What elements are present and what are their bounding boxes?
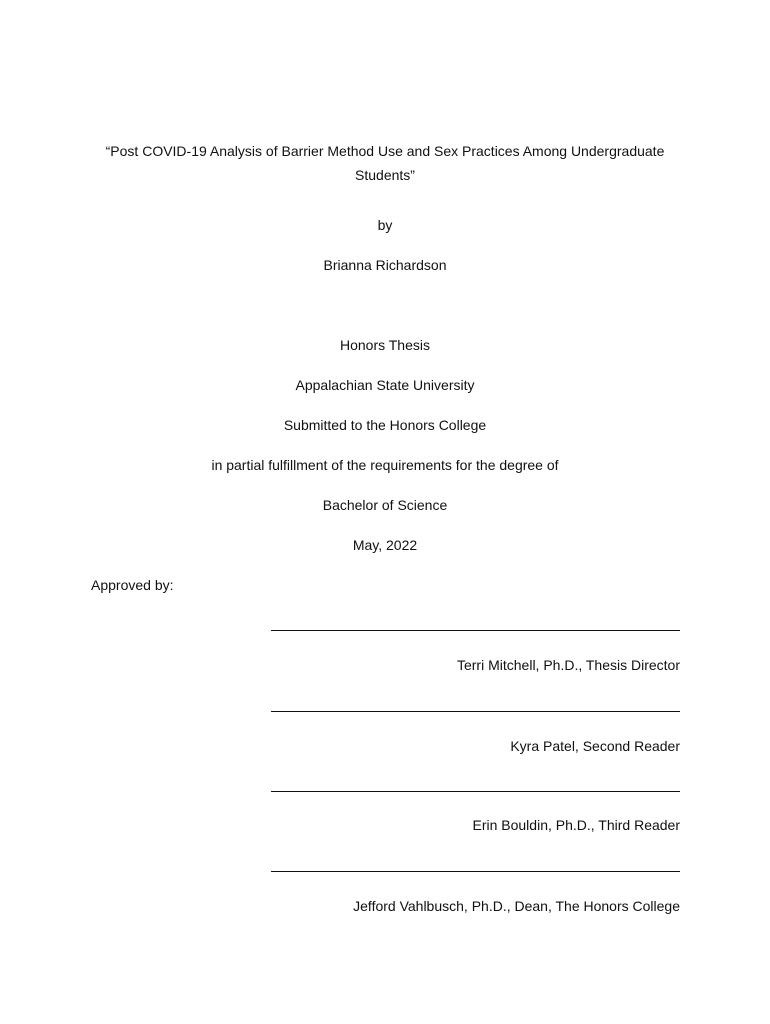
signature-line-2 <box>271 711 680 712</box>
thesis-type: Honors Thesis <box>339 337 430 353</box>
degree-name: Bachelor of Science <box>322 497 448 513</box>
thesis-title-line-2: Students” <box>355 167 415 183</box>
signature-line-1 <box>271 630 680 631</box>
signature-line-3 <box>271 791 680 792</box>
fulfillment-statement: in partial fulfillment of the requirements for the degree of <box>211 457 559 473</box>
signatory-2-name: Kyra Patel, Second Reader <box>510 738 680 754</box>
submission-date: May, 2022 <box>352 537 418 553</box>
author-name: Brianna Richardson <box>323 257 447 273</box>
signatory-1-name: Terri Mitchell, Ph.D., Thesis Director <box>456 657 680 673</box>
approved-by-label: Approved by: <box>91 577 174 593</box>
thesis-title-line-1: “Post COVID-19 Analysis of Barrier Method Use and Sex Practices Among Undergraduate <box>105 143 665 159</box>
submitted-to: Submitted to the Honors College <box>283 417 487 433</box>
university-name: Appalachian State University <box>295 377 475 393</box>
signatory-4-name: Jefford Vahlbusch, Ph.D., Dean, The Honors College <box>353 898 680 914</box>
signature-line-4 <box>271 871 680 872</box>
signatory-3-name: Erin Bouldin, Ph.D., Third Reader <box>472 817 680 833</box>
by-label: by <box>377 217 393 233</box>
